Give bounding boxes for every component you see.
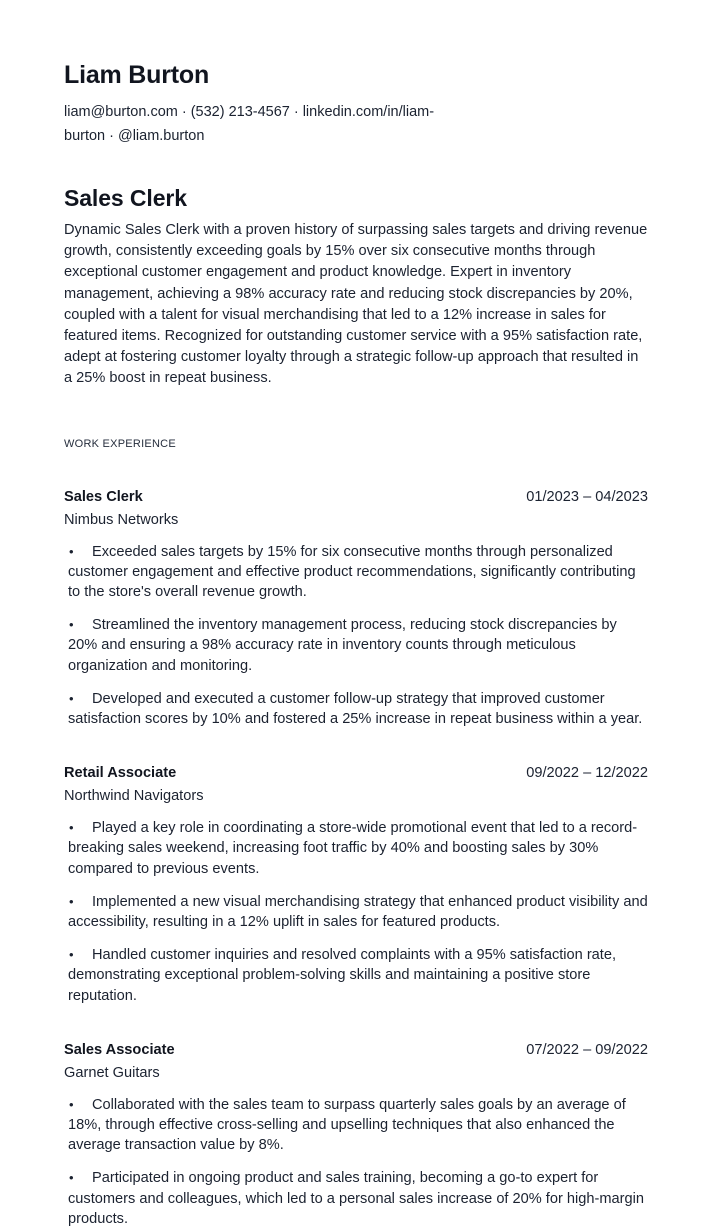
bullet-text: Collaborated with the sales team to surpass quarterly sales goals by an average of 18%, through effective cross-selling and upselling techniques that also enhanced the average transaction value by 8%. xyxy=(68,1096,626,1154)
job-dates: 09/2022 – 12/2022 xyxy=(526,765,648,782)
job-bullet-list xyxy=(64,542,648,730)
job-bullet-list xyxy=(64,818,648,1006)
bullet-dot-icon: • xyxy=(69,1170,74,1186)
bullet-dot-icon: • xyxy=(69,690,74,706)
bullet-dot-icon: • xyxy=(69,543,74,559)
resume-header xyxy=(64,62,648,148)
bullet-dot-icon: • xyxy=(69,1096,74,1112)
job-bullet xyxy=(64,1168,648,1229)
bullet-dot-icon: • xyxy=(69,947,74,963)
job-title: Sales Associate xyxy=(64,1041,175,1058)
job-dates: 07/2022 – 09/2022 xyxy=(526,1041,648,1058)
job-bullet xyxy=(64,1095,648,1156)
contact-line xyxy=(64,100,564,148)
target-role-title: Sales Clerk xyxy=(64,184,187,211)
job-dates: 01/2023 – 04/2023 xyxy=(526,488,648,505)
job-title: Sales Clerk xyxy=(64,488,143,505)
work-experience-entry xyxy=(64,764,648,1006)
bullet-text: Developed and executed a customer follow-up strategy that improved customer satisfaction scores by 10% and fostered a 25% increase in repeat business within a year. xyxy=(68,690,643,727)
contact-phone: (532) 213-4567 xyxy=(190,103,290,120)
bullet-text: Streamlined the inventory management process, reducing stock discrepancies by 20% and ensuring a 98% accuracy rate in inventory counts through meticulous organization and monitoring. xyxy=(68,617,617,674)
job-bullet-list xyxy=(64,1095,648,1229)
job-company: Northwind Navigators xyxy=(64,788,204,805)
work-experience-entry xyxy=(64,488,648,730)
candidate-name: Liam Burton xyxy=(64,61,210,89)
contact-linkedin: linkedin.com/in/liam-burton xyxy=(64,103,435,144)
contact-email: liam@burton.com xyxy=(64,103,178,120)
bullet-dot-icon: • xyxy=(69,617,74,633)
bullet-text: Exceeded sales targets by 15% for six consecutive months through personalized customer engagement and effective product recommendations, significantly contributing to the store's overall revenue growth. xyxy=(68,543,636,600)
contact-handle: @liam.burton xyxy=(117,127,205,144)
professional-summary: Dynamic Sales Clerk with a proven history of surpassing sales targets and driving revenue growth, consistently exceeding goals by 15% over six consecutive months through exceptional customer engagement and product knowledge. Expert in inventory management, achieving a 98% accuracy rate and reducing stock discrepancies by 20%, coupled with a talent for visual merchandising that led to a 12% increase in sales for featured items. Recognized for outstanding customer service with a 95% satisfaction rate, adept at fostering customer loyalty through a strategic follow-up approach that resulted in a 25% boost in repeat business. xyxy=(64,221,648,387)
contact-separator-icon: · xyxy=(181,103,187,120)
job-header xyxy=(64,764,648,783)
job-bullet xyxy=(64,945,648,1006)
bullet-text: Participated in ongoing product and sales training, becoming a go-to expert for customers and colleagues, which led to a personal sales increase of 20% for high-margin products. xyxy=(68,1170,644,1227)
bullet-text: Played a key role in coordinating a store-wide promotional event that led to a record-breaking sales weekend, increasing foot traffic by 40% and boosting sales by 30% compared to previous events. xyxy=(68,820,638,877)
contact-separator-icon: · xyxy=(293,103,299,120)
work-experience-entry xyxy=(64,1041,648,1229)
job-bullet xyxy=(64,689,648,729)
job-bullet xyxy=(64,818,648,879)
contact-separator-icon: · xyxy=(109,127,114,144)
bullet-dot-icon: • xyxy=(69,820,74,836)
job-header xyxy=(64,1041,648,1060)
bullet-text: Implemented a new visual merchandising strategy that enhanced product visibility and accessibility, resulting in a 12% uplift in sales for featured products. xyxy=(68,893,648,930)
job-bullet xyxy=(64,542,648,603)
job-company: Nimbus Networks xyxy=(64,511,179,528)
work-experience-section-label: WORK EXPERIENCE xyxy=(64,437,176,450)
job-company: Garnet Guitars xyxy=(64,1064,160,1081)
bullet-text: Handled customer inquiries and resolved complaints with a 95% satisfaction rate, demonstrating exceptional problem-solving skills and maintaining a positive store reputation. xyxy=(68,947,617,1004)
job-bullet xyxy=(64,615,648,676)
job-bullet xyxy=(64,892,648,932)
bullet-dot-icon: • xyxy=(69,893,74,909)
job-title: Retail Associate xyxy=(64,765,177,782)
job-header xyxy=(64,488,648,507)
summary-section xyxy=(64,185,648,390)
